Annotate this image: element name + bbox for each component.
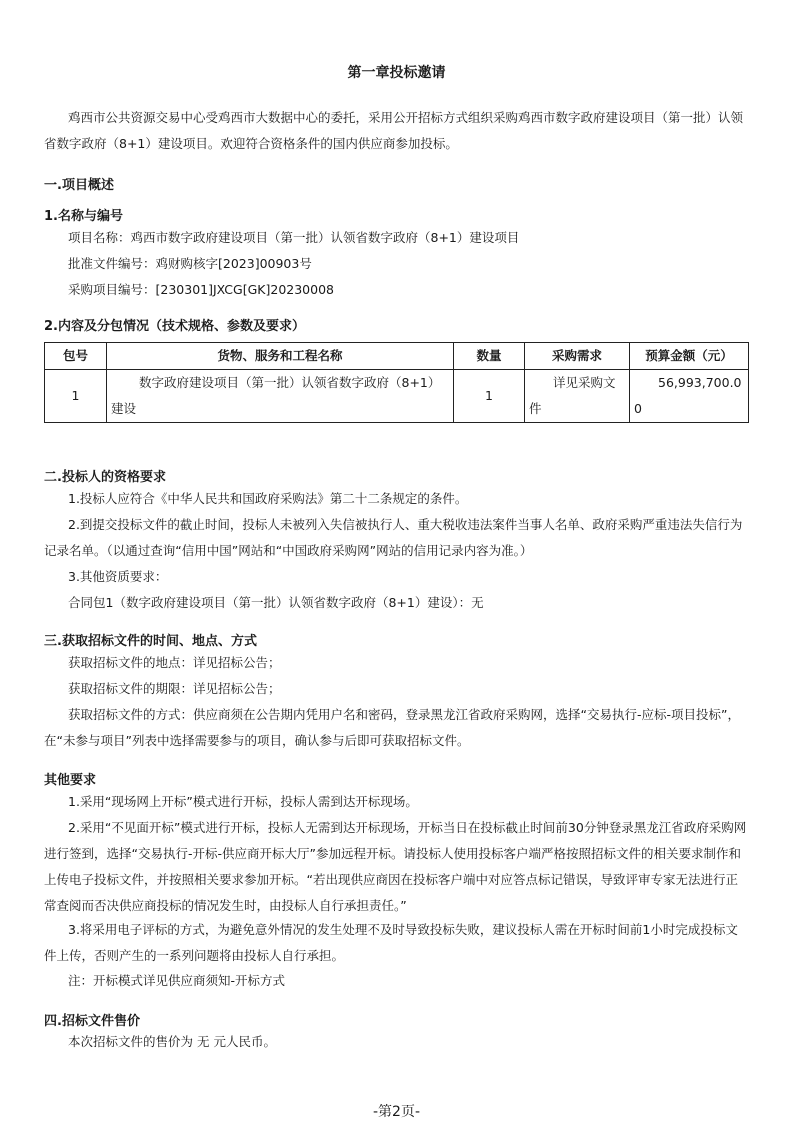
section-heading-overview: 一.项目概述: [44, 178, 114, 193]
qualification-item-2: 2.到提交投标文件的截止时间，投标人未被列入失信被执行人、重大税收违法案件当事人名单、政府采购严重违法失信行为记录名单。（以通过查询“信用中国”网站和“中国政府采购网”网站的信用记录内容为准。）: [44, 517, 743, 558]
intro-paragraph: 鸡西市公共资源交易中心受鸡西市大数据中心的委托，采用公开招标方式组织采购鸡西市数字政府建设项目（第一批）认领省数字政府（8+1）建设项目。欢迎符合资格条件的国内供应商参加投标。: [44, 110, 744, 151]
section-heading-other: 其他要求: [44, 773, 97, 788]
cell-quantity: 1: [454, 370, 525, 423]
cell-package-no: 1: [45, 370, 107, 423]
section-heading-price: 四.招标文件售价: [44, 1014, 140, 1029]
table-header-row: [45, 343, 749, 370]
subheading-name-number: 1.名称与编号: [44, 209, 123, 224]
obtain-place: 获取招标文件的地点：详见招标公告；: [68, 655, 281, 670]
obtain-period: 获取招标文件的期限：详见招标公告；: [68, 681, 281, 696]
header-requirement: 采购需求: [525, 343, 630, 370]
document-title: 第一章投标邀请: [347, 65, 446, 81]
page-number: -第2页-: [372, 1104, 420, 1120]
approval-number: 批准文件编号：鸡财购核字[2023]00903号: [68, 256, 312, 271]
procurement-table: [44, 342, 749, 423]
cell-budget: 56,993,700.00: [630, 370, 749, 423]
qualification-item-1: 1.投标人应符合《中华人民共和国政府采购法》第二十二条规定的条件。: [68, 491, 468, 506]
header-quantity: 数量: [454, 343, 525, 370]
cell-requirement: 详见采购文件: [525, 370, 630, 423]
header-package-no: 包号: [45, 343, 107, 370]
project-code: 采购项目编号：[230301]JXCG[GK]20230008: [68, 282, 334, 297]
obtain-method: 获取招标文件的方式：供应商须在公告期内凭用户名和密码，登录黑龙江省政府采购网，选择“交易执行-应标-项目投标”，在“未参与项目”列表中选择需要参与的项目，确认参与后即可获取招标文件。: [44, 707, 740, 748]
table-row: [45, 370, 749, 423]
qualification-item-3: 3.其他资质要求：: [68, 569, 168, 584]
other-item-3: 3.将采用电子评标的方式，为避免意外情况的发生处理不及时导致投标失败，建议投标人需在开标时间前1小时完成投标文件上传，否则产生的一系列问题将由投标人自行承担。: [44, 922, 738, 963]
header-budget: 预算金额（元）: [630, 343, 749, 370]
subheading-content: 2.内容及分包情况（技术规格、参数及要求）: [44, 319, 305, 334]
project-name: 项目名称：鸡西市数字政府建设项目（第一批）认领省数字政府（8+1）建设项目: [68, 230, 520, 245]
other-note: 注：开标模式详见供应商须知-开标方式: [68, 973, 286, 988]
section-heading-obtain: 三.获取招标文件的时间、地点、方式: [44, 634, 257, 649]
section-heading-qualification: 二.投标人的资格要求: [44, 470, 166, 485]
price-text: 本次招标文件的售价为 无 元人民币。: [68, 1034, 276, 1049]
other-item-2: 2.采用“不见面开标”模式进行开标，投标人无需到达开标现场，开标当日在投标截止时间前30分钟登录黑龙江省政府采购网进行签到，选择“交易执行-开标-供应商开标大厅”参加远程开标。请投标人使用投标客户端严格按照招标文件的相关要求制作和上传电子投标文件，并按照相关要求参加开标。“若出现供应商因在投标客户端中对应答点标记错误，导致评审专家无法进行正常查阅而否决供应商投标的情况发生时，由投标人自行承担责任。”: [44, 820, 747, 913]
other-item-1: 1.采用“现场网上开标”模式进行开标，投标人需到达开标现场。: [68, 794, 418, 809]
header-item-name: 货物、服务和工程名称: [107, 343, 454, 370]
cell-item-name: 数字政府建设项目（第一批）认领省数字政府（8+1）建设: [107, 370, 454, 423]
qualification-package-1: 合同包1（数字政府建设项目（第一批）认领省数字政府（8+1）建设）：无: [68, 595, 484, 610]
